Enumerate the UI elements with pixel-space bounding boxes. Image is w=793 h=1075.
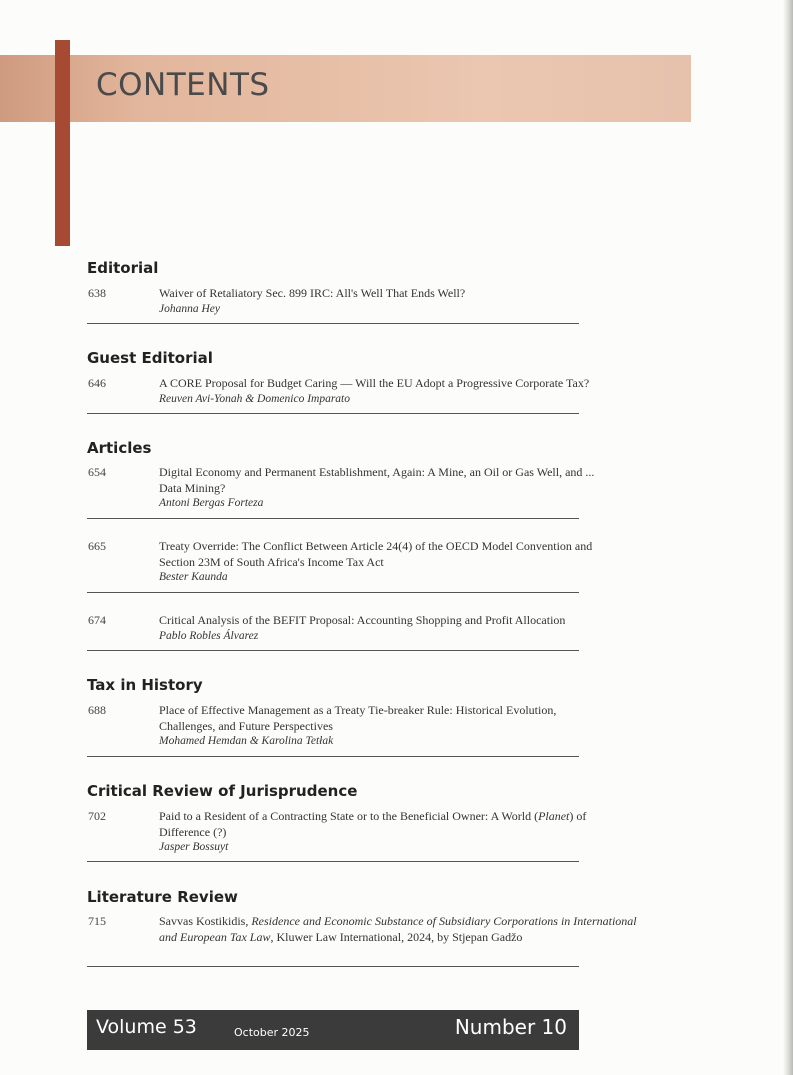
issue-date: October 2025 bbox=[234, 1026, 310, 1039]
entry-author: Johanna Hey bbox=[159, 302, 220, 315]
entry-title: Treaty Override: The Conflict Between Article 24(4) of the OECD Model Convention and Section 23M of South Africa's Income Tax Act bbox=[159, 539, 593, 569]
issue-footer-bar bbox=[87, 1010, 579, 1050]
section-heading-articles: Articles bbox=[87, 439, 152, 457]
entry-literature-715 bbox=[159, 914, 639, 945]
entry-article-674 bbox=[159, 613, 629, 644]
entry-author: Mohamed Hemdan & Karolina Tetłak bbox=[159, 735, 334, 747]
section-heading-critical-review: Critical Review of Jurisprudence bbox=[87, 782, 358, 800]
contents-title: CONTENTS bbox=[96, 67, 270, 103]
header-accent-bar bbox=[55, 40, 70, 246]
divider bbox=[87, 592, 579, 593]
entry-title: Paid to a Resident of a Contracting State or to the Beneficial Owner: A World (Planet) of Difference (?) bbox=[159, 809, 587, 839]
section-heading-tax-in-history: Tax in History bbox=[87, 676, 203, 694]
entry-title: A CORE Proposal for Budget Caring — Will the EU Adopt a Progressive Corporate Tax? bbox=[159, 376, 590, 390]
entry-author: Reuven Avi-Yonah & Domenico Imparato bbox=[159, 392, 351, 405]
entry-history-688 bbox=[159, 703, 604, 750]
entry-author: Pablo Robles Álvarez bbox=[159, 629, 259, 642]
section-heading-editorial: Editorial bbox=[87, 259, 159, 277]
entry-page-number: 654 bbox=[88, 465, 106, 479]
entry-author: Jasper Bossuyt bbox=[159, 841, 229, 853]
entry-editorial-638 bbox=[159, 286, 629, 317]
entry-guest-editorial-646 bbox=[159, 376, 629, 407]
entry-article-654 bbox=[159, 465, 614, 512]
entry-title: Critical Analysis of the BEFIT Proposal: Accounting Shopping and Profit Allocation bbox=[159, 613, 566, 627]
page-edge bbox=[783, 0, 793, 1075]
divider bbox=[87, 413, 579, 414]
divider bbox=[87, 323, 579, 324]
divider bbox=[87, 861, 579, 862]
section-heading-literature-review: Literature Review bbox=[87, 888, 238, 906]
entry-article-665 bbox=[159, 539, 619, 586]
entry-page-number: 665 bbox=[88, 539, 106, 553]
entry-title: Place of Effective Management as a Treaty Tie-breaker Rule: Historical Evolution, Challenges, and Future Perspectives bbox=[159, 703, 557, 733]
entry-page-number: 646 bbox=[88, 376, 106, 390]
entry-author: Bester Kaunda bbox=[159, 571, 228, 583]
entry-author: Antoni Bergas Forteza bbox=[159, 497, 264, 509]
entry-title: Savvas Kostikidis, Residence and Economic Substance of Subsidiary Corporations in International and European Tax Law, Kluwer Law International, 2024, by Stjepan Gadžo bbox=[159, 914, 637, 944]
entry-page-number: 715 bbox=[88, 914, 106, 928]
volume-label: Volume 53 bbox=[96, 1016, 197, 1038]
section-heading-guest-editorial: Guest Editorial bbox=[87, 349, 213, 367]
issue-number: Number 10 bbox=[454, 1015, 567, 1039]
entry-title: Digital Economy and Permanent Establishment, Again: A Mine, an Oil or Gas Well, and ... Data Mining? bbox=[159, 465, 595, 495]
entry-page-number: 702 bbox=[88, 809, 106, 823]
entry-jurisprudence-702 bbox=[159, 809, 629, 856]
entry-page-number: 674 bbox=[88, 613, 106, 627]
entry-page-number: 688 bbox=[88, 703, 106, 717]
entry-title: Waiver of Retaliatory Sec. 899 IRC: All's Well That Ends Well? bbox=[159, 286, 466, 300]
divider bbox=[87, 966, 579, 967]
divider bbox=[87, 756, 579, 757]
divider bbox=[87, 650, 579, 651]
entry-page-number: 638 bbox=[88, 286, 106, 300]
divider bbox=[87, 518, 579, 519]
